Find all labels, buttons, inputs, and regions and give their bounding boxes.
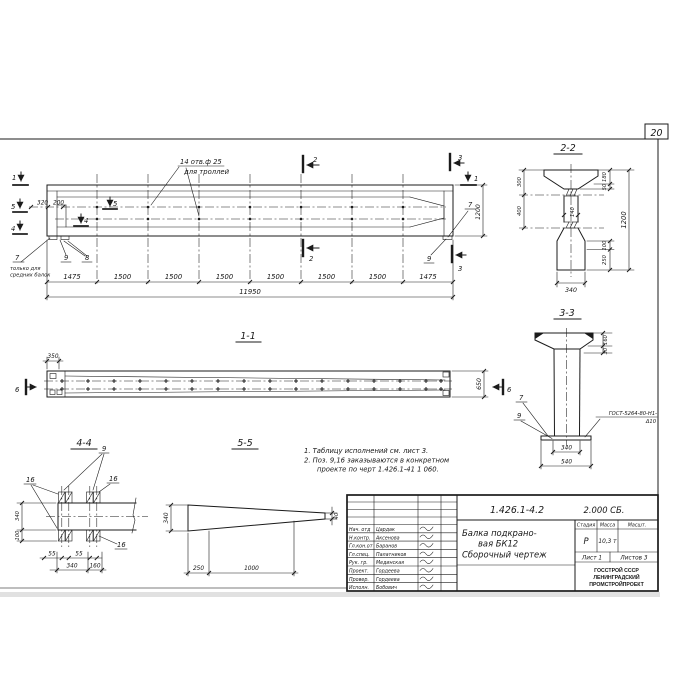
mark-4-left: 4 [11, 225, 16, 233]
row-name-2: Аксенова [376, 536, 400, 542]
holes-note-line2: для троллей [184, 168, 230, 176]
dim-seg-1: 1475 [63, 273, 81, 281]
dim-100: 100 [602, 240, 608, 251]
dim-55-a: 55 [48, 551, 56, 558]
main-elevation-view [10, 154, 487, 300]
pos-7-section33: 7 [519, 394, 524, 402]
bearing-pad-left-1 [49, 236, 57, 240]
doc-suffix: 2.000 СБ. [583, 505, 625, 515]
dim-1200-section: 1200 [620, 211, 628, 229]
value-stage: Р [583, 536, 589, 546]
section-4-4-title: 4-4 [76, 438, 92, 449]
dim-height-1200: 1200 [475, 204, 482, 220]
dim-250: 250 [192, 566, 205, 572]
notes-block [304, 447, 449, 474]
dim-180: 180 [602, 172, 608, 182]
mark-5-left: 5 [11, 203, 16, 211]
row-role-3: Гл.кон.от [349, 544, 373, 550]
section-marks [11, 154, 478, 273]
row-role-2: Н.контр. [349, 536, 371, 542]
header-stage: Стадия [576, 523, 596, 529]
doc-number: 1.426.1-4.2 [489, 505, 545, 516]
dim-200: 200 [53, 200, 65, 207]
dim-100-left: 100 [15, 530, 21, 541]
dim-340-bottom44: 340 [66, 563, 78, 570]
title-block [347, 495, 658, 591]
section-1-1-title: 1-1 [240, 331, 256, 342]
pos-16-a: 16 [26, 476, 35, 484]
pos-9-section44: 9 [102, 445, 107, 453]
dim-160: 160 [603, 335, 609, 345]
position-labels [10, 201, 476, 279]
dim-total-11950: 11950 [239, 288, 261, 296]
note-line-1: 1. Таблицу исполнений см. лист 3. [304, 447, 429, 455]
org-line1: ГОССТРОЙ СССР [594, 568, 639, 574]
dim-340-55: 340 [164, 512, 170, 524]
weld-note-line1: ГОСТ-5264-80-Н1- [608, 411, 657, 417]
dim-50: 50 [602, 183, 608, 191]
section-2-2 [517, 143, 634, 294]
scan-shadow [0, 592, 660, 597]
mark-5-inner: 5 [113, 200, 118, 208]
row-role-7: Провер. [349, 577, 369, 583]
mark-1-left: 1 [12, 174, 17, 182]
section-3-3-title: 3-3 [559, 308, 575, 319]
pos-9-right: 9 [427, 255, 432, 263]
mark-4-inner: 4 [84, 217, 89, 225]
dim-350: 350 [47, 354, 59, 360]
value-mass: 10,3 т [598, 539, 617, 545]
pos-7-left: 7 [15, 254, 20, 262]
section-3-3 [514, 308, 657, 469]
row-name-8: Бобович [376, 586, 397, 592]
section-3-3-labels [514, 394, 657, 439]
row-role-1: Нач. отд [349, 528, 371, 533]
weld-note-line2: Δ10 [645, 419, 656, 425]
drawing-title-line3: Сборочный чертеж [462, 549, 547, 560]
sheets-total: Листов 3 [620, 555, 648, 562]
dim-340-left: 340 [15, 511, 21, 521]
mark-3-top: 3 [458, 154, 463, 162]
section-5-5-title: 5-5 [237, 438, 253, 449]
org-line3: ПРОМСТРОЙПРОЕКТ [589, 582, 644, 588]
dim-650: 650 [476, 378, 483, 390]
mark-1-right: 1 [474, 175, 479, 183]
main-dimensions [29, 183, 487, 300]
dim-seg-6: 1500 [317, 273, 336, 281]
row-name-5: Мединская [376, 561, 405, 567]
pos-16-c: 16 [117, 541, 126, 549]
holes-note-line1: 14 отв.ф 25 [180, 158, 222, 166]
dim-400: 400 [517, 206, 523, 216]
row-name-1: Цардак [376, 528, 395, 533]
mark-2-top: 2 [313, 156, 318, 164]
drawing-title-line2: вая БК12 [478, 538, 519, 549]
dim-seg-2: 1500 [113, 273, 132, 281]
pos-7-note-2: средних балок [10, 272, 51, 279]
pos-7-right: 7 [468, 201, 473, 209]
section-2-2-title: 2-2 [560, 143, 576, 154]
row-role-4: Гл.спец. [349, 552, 370, 558]
section-6-marks [15, 380, 512, 394]
section-3-3-dimensions [539, 331, 612, 469]
bearing-pad-right [443, 236, 452, 240]
dim-seg-7: 1500 [368, 273, 387, 281]
note-line-3: проекте по черт 1.426.1-41 1 060. [317, 465, 439, 474]
pos-9-left: 9 [64, 254, 69, 262]
dim-30: 30 [603, 347, 609, 355]
row-role-5: Рук. гр. [349, 561, 368, 567]
sheet-number: Лист 1 [581, 555, 603, 562]
dim-160: 160 [89, 563, 101, 570]
section-2-2-dimensions [517, 168, 634, 294]
dim-55-b: 55 [75, 551, 83, 558]
section-4-4-labels [24, 445, 127, 549]
section-4-4-dimensions [15, 501, 106, 573]
section-5-5-dimensions [164, 503, 340, 576]
pos-8: 8 [85, 254, 90, 262]
drawing-title-line1: Балка подкрано- [462, 528, 537, 538]
dim-320: 320 [37, 200, 49, 207]
note-line-2: 2. Поз. 9,16 заказываются в конкретном [304, 456, 450, 465]
section-1-1 [15, 331, 512, 399]
dim-300: 300 [517, 177, 523, 187]
row-role-8: Исполн. [349, 586, 370, 592]
dim-140-web: 140 [570, 207, 576, 217]
row-name-7: Гордеева [376, 577, 400, 583]
mark-6-right: 6 [507, 386, 512, 394]
pos-16-b: 16 [109, 475, 118, 483]
grid-lines [97, 174, 403, 285]
row-name-6: Гордеева [376, 569, 400, 575]
dim-seg-3: 1500 [164, 273, 183, 281]
header-mass: Масса [599, 523, 616, 529]
pos-7-note-1: только для [10, 266, 41, 272]
dim-540: 540 [560, 459, 573, 466]
row-name-4: Палатников [376, 552, 407, 558]
pos-9-section33: 9 [517, 412, 522, 420]
dim-seg-5: 1500 [266, 273, 285, 281]
org-line2: ЛЕНИНГРАДСКИЙ [593, 575, 640, 581]
dim-seg-8: 1475 [419, 273, 437, 281]
dim-340-section: 340 [565, 287, 577, 294]
page-number: 20 [650, 128, 663, 139]
mark-2-bottom: 2 [309, 255, 314, 263]
section-4-4 [15, 438, 148, 573]
dim-seg-4: 1500 [215, 273, 234, 281]
header-scale: Масшт. [627, 523, 647, 529]
dim-340-bottom: 340 [560, 445, 573, 452]
row-role-6: Проект. [349, 569, 369, 575]
dim-1000: 1000 [244, 566, 259, 572]
title-block-rows [349, 527, 433, 591]
bearing-pad-left-2 [61, 236, 69, 240]
mark-3-bottom: 3 [458, 265, 463, 273]
mark-6-left: 6 [15, 386, 20, 394]
dim-250: 250 [602, 255, 608, 265]
row-name-3: Баранов [376, 544, 398, 550]
dim-40: 40 [334, 512, 340, 520]
